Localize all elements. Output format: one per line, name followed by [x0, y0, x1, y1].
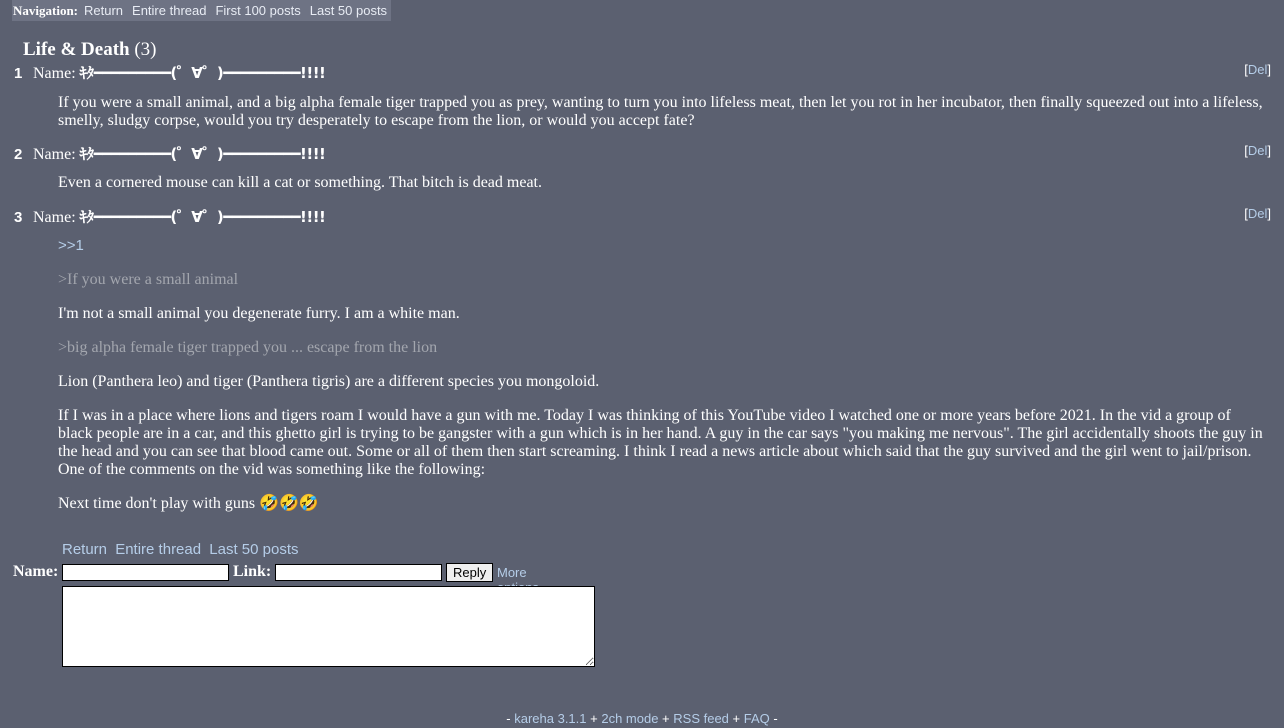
delete-link[interactable]: Del [1247, 143, 1268, 158]
nav-first-100-posts-link[interactable]: First 100 posts [215, 3, 301, 18]
faq-link[interactable]: FAQ [743, 711, 770, 726]
post-text: If I was in a place where lions and tigers roam I would have a gun with me. Today I was thinking of this YouTube video I watched one or more years before 2021. In the vid a group of black people are in a car, and this ghetto girl is trying to be gangster with a gun which is in her hand. A guy in the car says "you making me nervous". The girl accidentally shoots the guy in the head and you can see that blood came out. Some or all of them then start screaming. I think I read a news article about which said that the guy survived and the girl went to jail/prison. One of the comments on the vid was something like the following: [58, 407, 1263, 478]
post-2 [0, 143, 1284, 192]
name-label: Name: [33, 65, 76, 82]
thread-post-count: (3) [134, 39, 157, 60]
post-reference-link[interactable]: >>1 [58, 237, 84, 254]
footer-suffix: - [769, 711, 778, 726]
quoted-text: >big alpha female tiger trapped you ... escape from the lion [58, 339, 438, 356]
poster-name: ｷﾀ━━━━━━━━━(゜∀゜)━━━━━━━━━!!!! [79, 208, 326, 226]
more-options-link[interactable]: More [497, 565, 527, 580]
post-text: Even a cornered mouse can kill a cat or something. That bitch is dead meat. [58, 174, 542, 191]
name-field-label: Name: [13, 563, 59, 580]
link-field-label: Link: [233, 563, 272, 580]
post-number[interactable]: 2 [14, 146, 23, 163]
reply-button[interactable]: Reply [446, 563, 493, 582]
thread-title-text: Life & Death [23, 39, 130, 60]
post-number[interactable]: 1 [14, 65, 23, 82]
post-number[interactable]: 3 [14, 209, 23, 226]
nav-last-50-posts-link[interactable]: Last 50 posts [309, 3, 388, 18]
footer-separator: + [728, 711, 744, 726]
delete-link[interactable]: Del [1247, 62, 1268, 77]
bottom-last-50-posts-link[interactable]: Last 50 posts [209, 541, 299, 558]
name-label: Name: [33, 209, 76, 226]
poster-name: ｷﾀ━━━━━━━━━(゜∀゜)━━━━━━━━━!!!! [79, 145, 326, 163]
delete-link[interactable]: Del [1247, 206, 1268, 221]
post-body [58, 237, 1264, 513]
quoted-text: >If you were a small animal [58, 271, 239, 288]
post-text: Next time don't play with guns 🤣🤣🤣 [58, 495, 319, 512]
footer-separator: + [658, 711, 674, 726]
name-field[interactable] [62, 564, 229, 581]
nav-entire-thread-link[interactable]: Entire thread [132, 3, 207, 18]
navigation-bar [12, 0, 391, 21]
footer [0, 711, 1284, 726]
delete-control: [Del] [1244, 206, 1271, 221]
rss-feed-link[interactable]: RSS feed [673, 711, 729, 726]
nav-return-link[interactable]: Return [84, 3, 124, 18]
post-name [33, 206, 325, 227]
2ch-mode-link[interactable]: 2ch mode [601, 711, 659, 726]
post-header [0, 62, 1284, 86]
post-name [33, 62, 325, 83]
post-body [58, 94, 1264, 130]
footer-prefix: - [506, 711, 515, 726]
footer-separator: + [586, 711, 602, 726]
thread-bottom-links [62, 541, 303, 558]
thread-title [23, 39, 157, 61]
poster-name: ｷﾀ━━━━━━━━━(゜∀゜)━━━━━━━━━!!!! [79, 64, 326, 82]
name-label: Name: [33, 146, 76, 163]
post-text: I'm not a small animal you degenerate furry. I am a white man. [58, 305, 460, 322]
delete-control: [Del] [1244, 62, 1271, 77]
post-text: If you were a small animal, and a big alpha female tiger trapped you as prey, wanting to turn you into lifeless meat, then let you rot in her incubator, then finally squeezed out into a lifeless, smelly, sludgy corpse, would you try desperately to escape from the lion, or would you accept fate? [58, 94, 1263, 129]
delete-control: [Del] [1244, 143, 1271, 158]
post-name [33, 143, 325, 164]
post-header [0, 206, 1284, 230]
comment-textarea[interactable] [62, 586, 595, 667]
post-3 [0, 206, 1284, 513]
navigation-label: Navigation: [13, 2, 78, 18]
post-1 [0, 62, 1284, 130]
kareha-version-link[interactable]: kareha 3.1.1 [514, 711, 587, 726]
post-header [0, 143, 1284, 167]
bottom-return-link[interactable]: Return [62, 541, 108, 558]
post-text: Lion (Panthera leo) and tiger (Panthera tigris) are a different species you mongoloid. [58, 373, 600, 390]
bottom-entire-thread-link[interactable]: Entire thread [115, 541, 202, 558]
link-field[interactable] [275, 564, 442, 581]
post-body [58, 174, 1264, 192]
